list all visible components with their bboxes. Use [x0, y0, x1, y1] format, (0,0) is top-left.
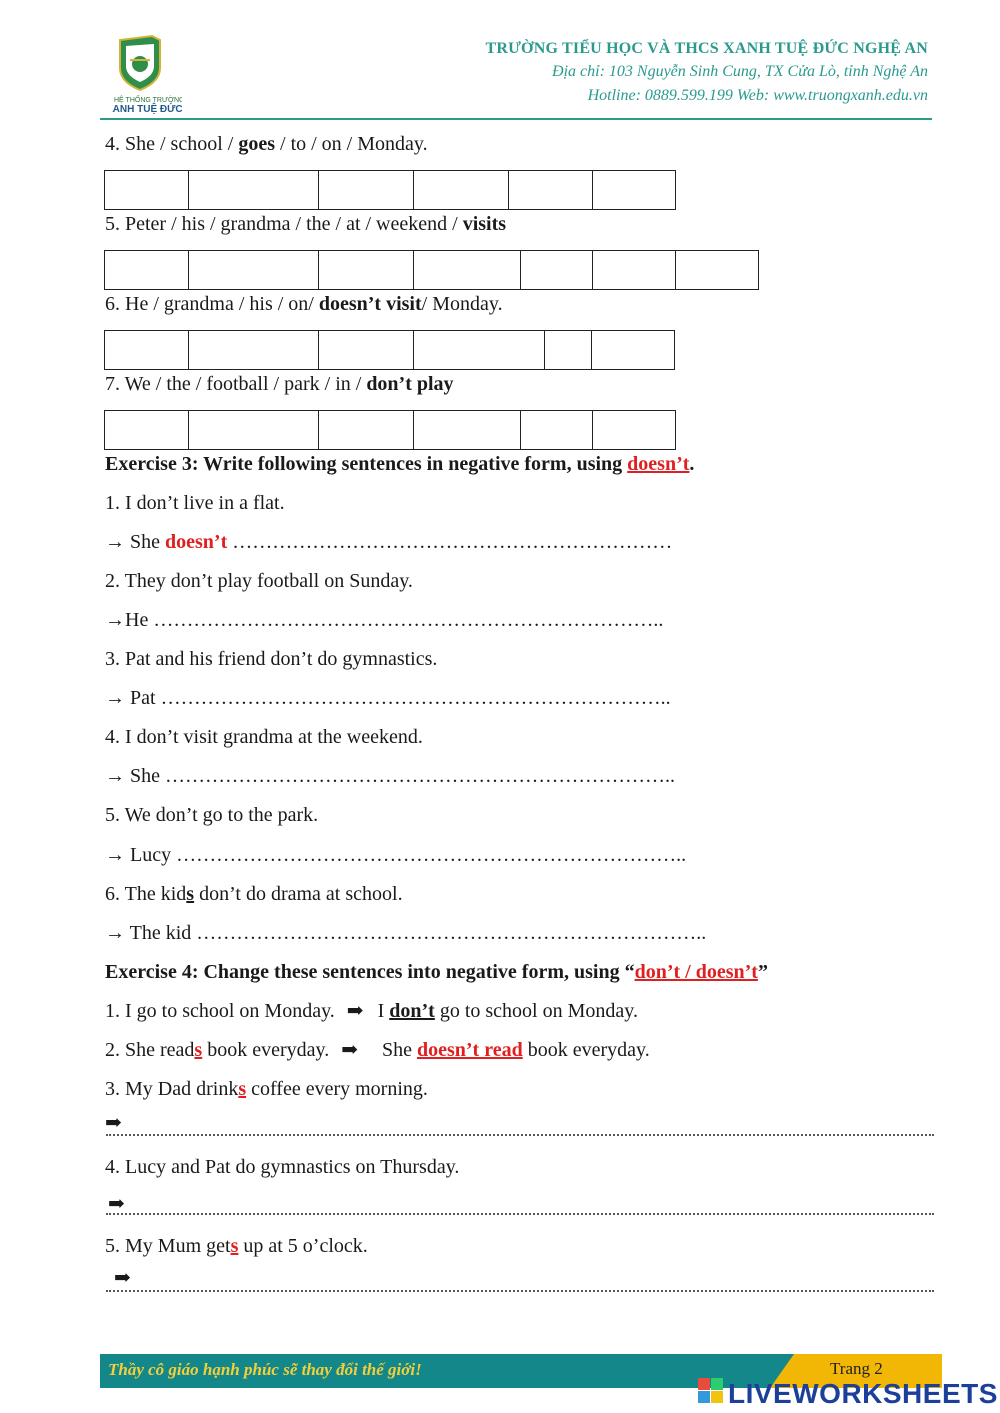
ex4-question-5: 5. My Mum gets up at 5 o’clock.: [105, 1235, 368, 1257]
word-box[interactable]: [319, 171, 414, 210]
arrow-icon: ➡: [346, 1000, 364, 1022]
liveworksheets-logo-icon: [698, 1378, 724, 1404]
ex3-answer-6[interactable]: → The kid …………………………………………………………………..: [105, 922, 707, 944]
footer-motto: Thầy cô giáo hạnh phúc sẽ thay đổi thế giới!: [108, 1360, 422, 1379]
word-box[interactable]: [414, 171, 509, 210]
ex2-question-4: 4. She / school / goes / to / on / Monday.: [105, 133, 428, 155]
ex3-answer-1[interactable]: → She doesn’t …………………………………………………………: [105, 531, 673, 553]
header-divider: [100, 118, 932, 120]
arrow-icon: ➡: [341, 1039, 358, 1061]
word-box[interactable]: [521, 251, 593, 290]
word-box[interactable]: [319, 251, 414, 290]
word-box[interactable]: [189, 331, 319, 370]
arrow-icon: →: [105, 844, 125, 866]
school-name: TRƯỜNG TIỂU HỌC VÀ THCS XANH TUỆ ĐỨC NGHỆ AN: [485, 40, 928, 57]
exercise-3-title: Exercise 3: Write following sentences in negative form, using doesn’t.: [105, 453, 695, 475]
ex3-question-6: 6. The kids don’t do drama at school.: [105, 883, 403, 905]
school-logo: [112, 34, 182, 114]
arrow-icon: →: [105, 765, 125, 787]
ex4-question-4: 4. Lucy and Pat do gymnastics on Thursday.: [105, 1156, 460, 1178]
ex4-answer-line-4[interactable]: [106, 1213, 934, 1215]
logo-caption-2: XANH TUỆ ĐỨC: [112, 104, 182, 114]
ex4-example-2: 2. She reads book everyday. ➡ She doesn’t read book everyday.: [105, 1039, 650, 1061]
word-box[interactable]: [592, 331, 675, 370]
page-number: Trang 2: [830, 1359, 883, 1378]
word-box[interactable]: [545, 331, 592, 370]
word-box[interactable]: [105, 251, 189, 290]
ex3-answer-5[interactable]: → Lucy …………………………………………………………………..: [105, 844, 687, 866]
word-box[interactable]: [414, 251, 521, 290]
word-box[interactable]: [105, 171, 189, 210]
arrow-icon: →: [105, 687, 125, 709]
arrow-icon: →: [105, 922, 125, 944]
word-box[interactable]: [593, 171, 676, 210]
word-box[interactable]: [319, 411, 414, 450]
arrow-icon: ➡: [105, 1112, 122, 1134]
exercise-4-title: Exercise 4: Change these sentences into negative form, using “don’t / doesn’t”: [105, 961, 768, 983]
ex2-q7-word-boxes: [104, 410, 676, 450]
arrow-icon: ➡: [108, 1193, 125, 1215]
word-box[interactable]: [414, 411, 521, 450]
word-box[interactable]: [509, 171, 593, 210]
ex2-question-7: 7. We / the / football / park / in / don’t play: [105, 373, 454, 395]
word-box[interactable]: [676, 251, 759, 290]
ex3-answer-2[interactable]: →He …………………………………………………………………..: [105, 609, 664, 631]
ex3-question-4: 4. I don’t visit grandma at the weekend.: [105, 726, 423, 748]
ex4-question-3: 3. My Dad drinks coffee every morning.: [105, 1078, 428, 1100]
word-box[interactable]: [521, 411, 593, 450]
ex4-answer-line-3[interactable]: [106, 1134, 934, 1136]
school-address: Địa chỉ: 103 Nguyễn Sinh Cung, TX Cửa Lò, tỉnh Nghệ An: [552, 63, 928, 80]
word-box[interactable]: [319, 331, 414, 370]
word-box[interactable]: [189, 411, 319, 450]
ex3-answer-3[interactable]: → Pat …………………………………………………………………..: [105, 687, 671, 709]
ex3-question-1: 1. I don’t live in a flat.: [105, 492, 285, 514]
word-box[interactable]: [593, 251, 676, 290]
word-box[interactable]: [105, 411, 189, 450]
ex3-answer-4[interactable]: → She …………………………………………………………………..: [105, 765, 675, 787]
word-box[interactable]: [593, 411, 676, 450]
ex2-q6-word-boxes: [104, 330, 675, 370]
ex2-q5-word-boxes: [104, 250, 759, 290]
ex2-question-6: 6. He / grandma / his / on/ doesn’t visit/ Monday.: [105, 293, 503, 315]
liveworksheets-brand: LIVEWORKSHEETS: [728, 1378, 998, 1409]
ex2-question-5: 5. Peter / his / grandma / the / at / weekend / visits: [105, 213, 507, 235]
ex3-question-3: 3. Pat and his friend don’t do gymnastics.: [105, 648, 438, 670]
arrow-icon: →: [105, 531, 125, 553]
ex2-q4-word-boxes: [104, 170, 676, 210]
arrow-icon: →: [105, 609, 125, 631]
word-box[interactable]: [189, 171, 319, 210]
school-hotline: Hotline: 0889.599.199 Web: www.truongxanh.edu.vn: [587, 87, 928, 104]
word-box[interactable]: [189, 251, 319, 290]
word-box[interactable]: [414, 331, 545, 370]
word-box[interactable]: [105, 331, 189, 370]
ex4-answer-line-5[interactable]: [106, 1290, 934, 1292]
ex4-example-1: 1. I go to school on Monday. ➡ I don’t go to school on Monday.: [105, 1000, 638, 1022]
arrow-icon: ➡: [114, 1267, 131, 1289]
ex3-question-2: 2. They don’t play football on Sunday.: [105, 570, 413, 592]
logo-caption-1: HỆ THỐNG TRƯỜNG: [114, 97, 182, 104]
ex3-question-5: 5. We don’t go to the park.: [105, 804, 319, 826]
